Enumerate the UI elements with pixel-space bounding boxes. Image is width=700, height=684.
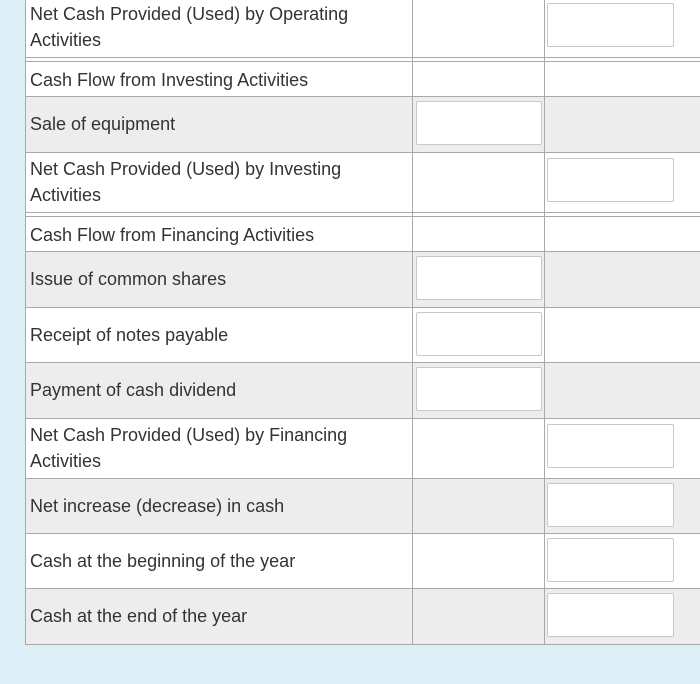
row-label: Cash at the beginning of the year (30, 551, 296, 571)
table-left-border (25, 0, 26, 645)
payment-cash-dividend-input[interactable] (416, 367, 542, 411)
section-heading: Cash Flow from Financing Activities (30, 225, 315, 245)
row-divider (25, 212, 700, 213)
table-row-sale-of-equipment (25, 97, 700, 152)
table-row-financing-net (25, 419, 700, 478)
net-increase-cash-input[interactable] (547, 483, 674, 527)
cash-beginning-input[interactable] (547, 538, 674, 582)
row-label: Receipt of notes payable (30, 325, 229, 345)
cash-end-input[interactable] (547, 593, 674, 637)
table-row-payment-cash-dividend (25, 363, 700, 418)
table-row-receipt-notes-payable (25, 308, 700, 362)
table-row-financing-header (25, 217, 700, 251)
receipt-notes-payable-input[interactable] (416, 312, 542, 356)
table-row-cash-end (25, 589, 700, 644)
table-row-operating-net (25, 0, 700, 57)
investing-net-total-input[interactable] (547, 158, 674, 202)
section-heading: Cash Flow from Investing Activities (30, 70, 309, 90)
cash-flow-statement-table (25, 0, 700, 645)
row-label: Net Cash Provided (Used) by Operating Activities (30, 4, 349, 50)
financing-net-total-input[interactable] (547, 424, 674, 468)
column-divider (544, 0, 545, 645)
table-bottom-border (25, 644, 700, 645)
issue-common-shares-input[interactable] (416, 256, 542, 300)
row-label: Net increase (decrease) in cash (30, 496, 285, 516)
row-divider (25, 57, 700, 58)
row-label: Issue of common shares (30, 269, 227, 289)
table-row-investing-header (25, 62, 700, 96)
table-row-issue-common-shares (25, 252, 700, 307)
column-divider (412, 0, 413, 645)
table-row-investing-net (25, 153, 700, 212)
row-label: Net Cash Provided (Used) by Investing Activities (30, 159, 342, 205)
row-label: Net Cash Provided (Used) by Financing Activities (30, 425, 348, 471)
table-row-net-increase-cash (25, 479, 700, 533)
table-row-cash-beginning (25, 534, 700, 588)
operating-net-total-input[interactable] (547, 3, 674, 47)
row-label: Cash at the end of the year (30, 606, 248, 626)
sale-of-equipment-input[interactable] (416, 101, 542, 145)
row-label: Sale of equipment (30, 114, 176, 134)
row-label: Payment of cash dividend (30, 380, 237, 400)
